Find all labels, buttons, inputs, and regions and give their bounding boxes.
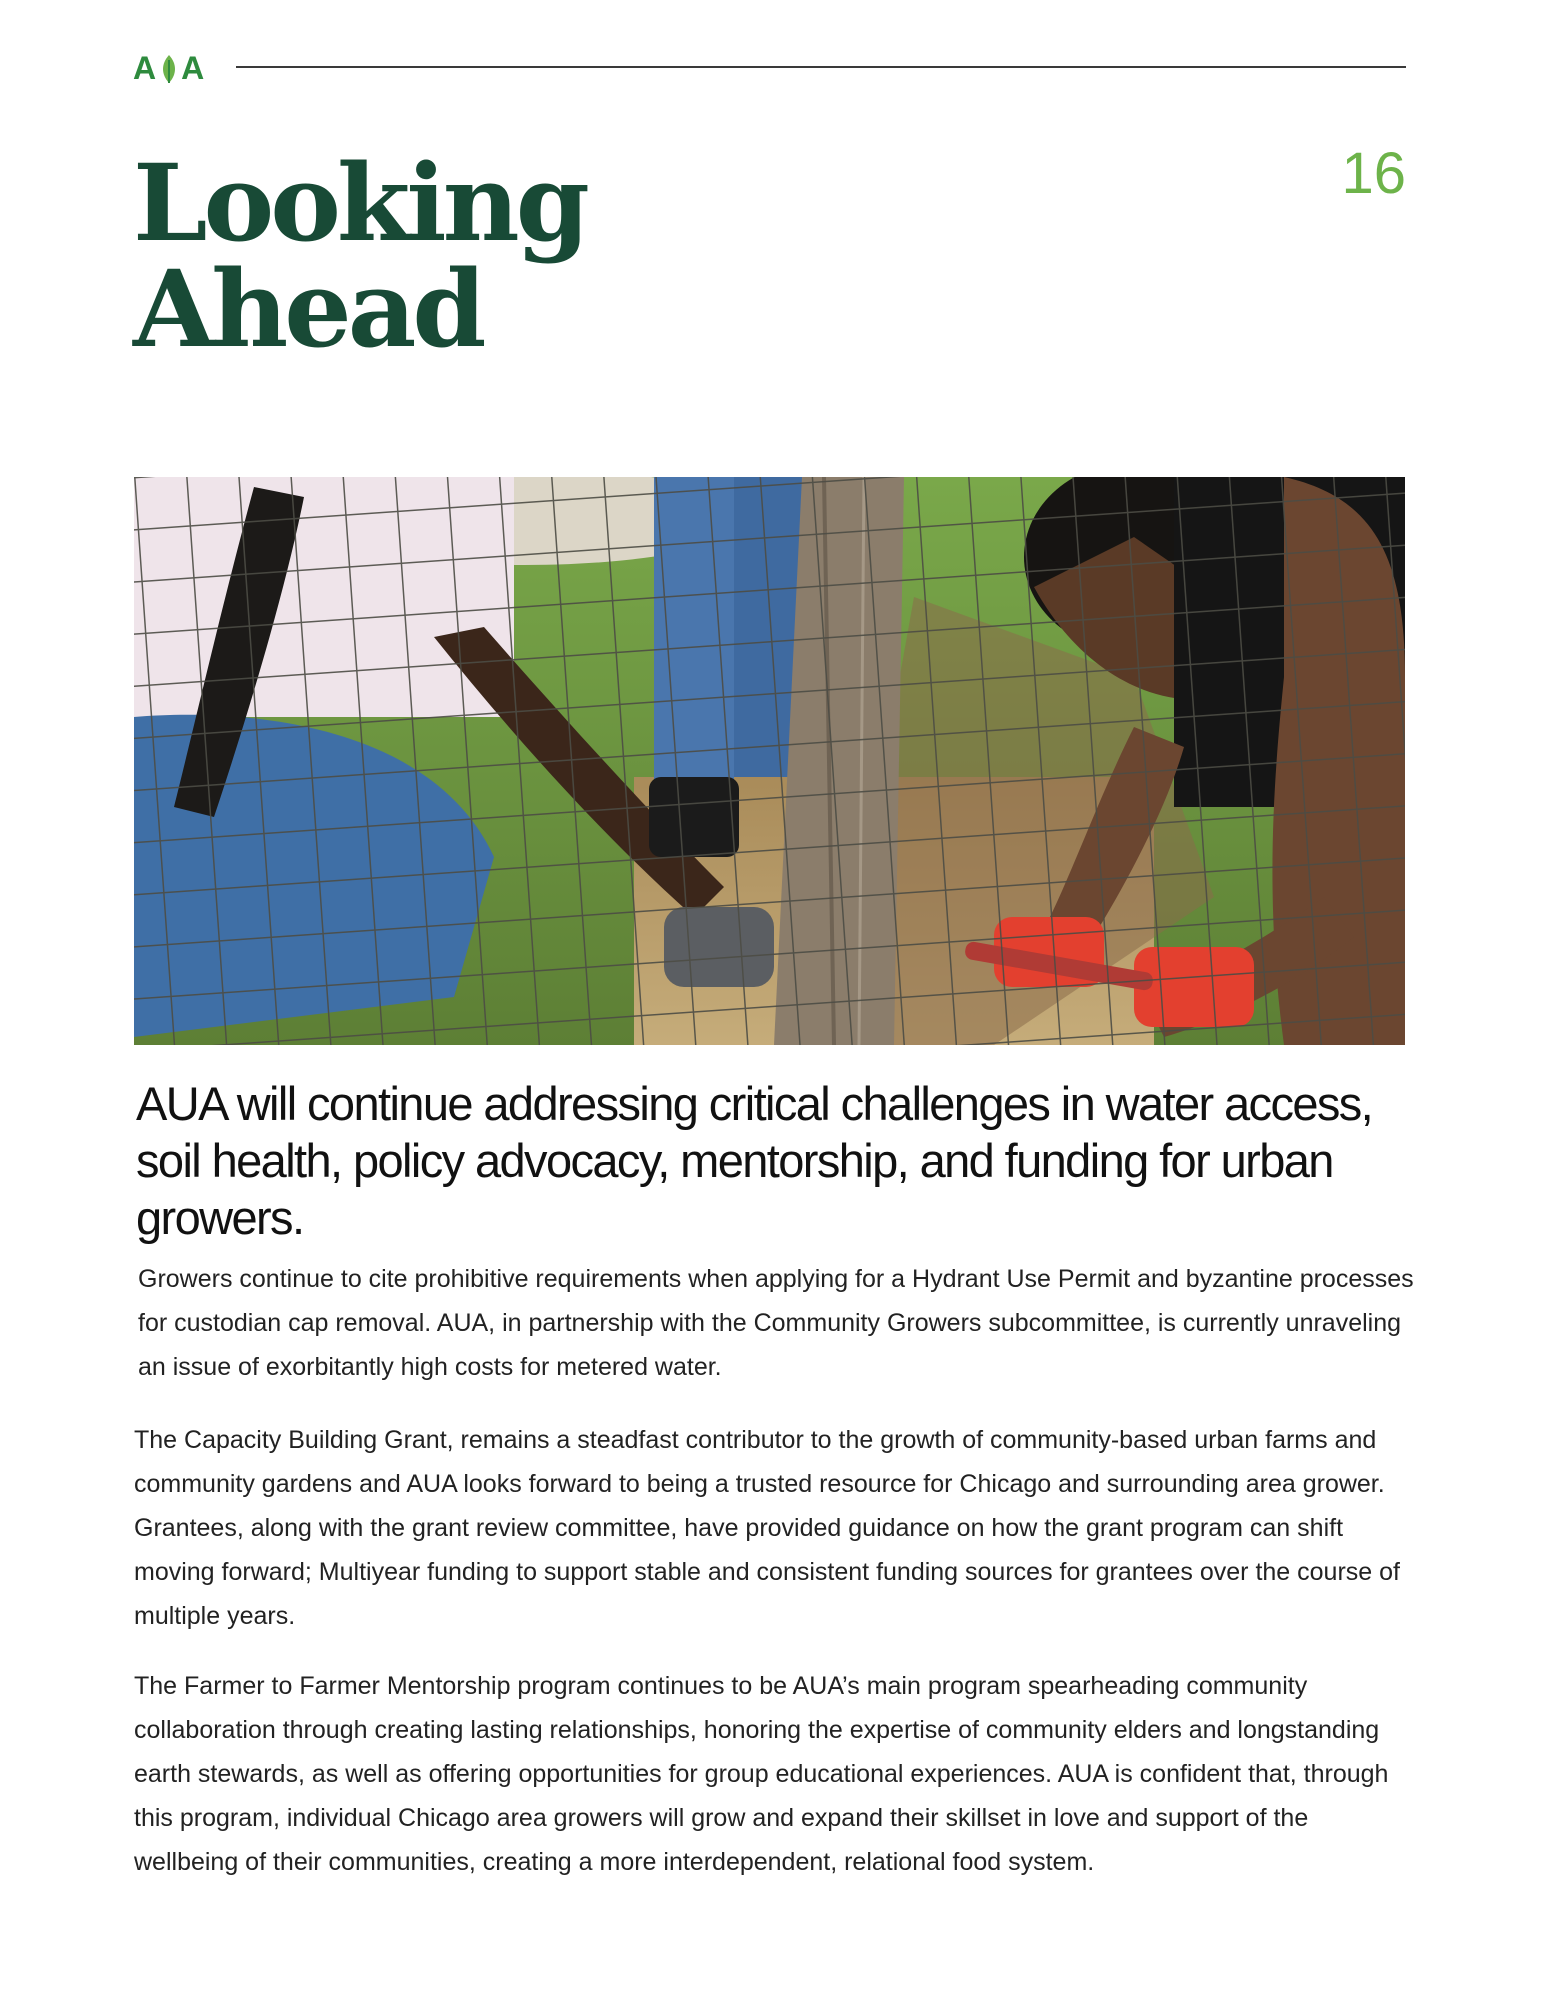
- photo-fence-building: [134, 477, 1405, 1045]
- page-title-line-1: Looking: [133, 140, 586, 265]
- logo-letter-a: A: [133, 50, 158, 86]
- paragraph-water-access: Growers continue to cite prohibitive requirements when applying for a Hydrant Use Permit and byzantine processes for custodian cap removal. AUA, in partnership with the Community Growers subcommittee, is currently unraveling an issue of exorbitantly high costs for metered water.: [138, 1265, 1414, 1381]
- page-title-line-2: Ahead: [133, 246, 483, 371]
- aua-logo: [133, 50, 205, 87]
- page-title: [133, 140, 586, 371]
- paragraph-mentorship: The Farmer to Farmer Mentorship program continues to be AUA’s main program spearheading community collaboration through creating lasting relationships, honoring the expertise of community elders and longstanding earth stewards, as well as offering opportunities for group educational experiences. AUA is confident that, through this program, individual Chicago area growers will grow and expand their skillset in love and support of the wellbeing of their communities, creating a more interdependent, relational food system.: [134, 1672, 1389, 1876]
- logo-letter-a-end: A: [181, 50, 206, 86]
- header-rule: [236, 66, 1406, 68]
- lead-statement: AUA will continue addressing critical challenges in water access, soil health, policy advocacy, mentorship, and funding for urban growers.: [136, 1077, 1373, 1244]
- paragraph-capacity-grant: The Capacity Building Grant, remains a steadfast contributor to the growth of community-based urban farms and community gardens and AUA looks forward to being a trusted resource for Chicago and surrounding area grower. Grantees, along with the grant review committee, have provided guidance on how the grant program can shift moving forward; Multiyear funding to support stable and consistent funding sources for grantees over the course of multiple years.: [134, 1426, 1400, 1630]
- page-number: 16: [1341, 141, 1406, 206]
- leaf-icon: [158, 54, 180, 84]
